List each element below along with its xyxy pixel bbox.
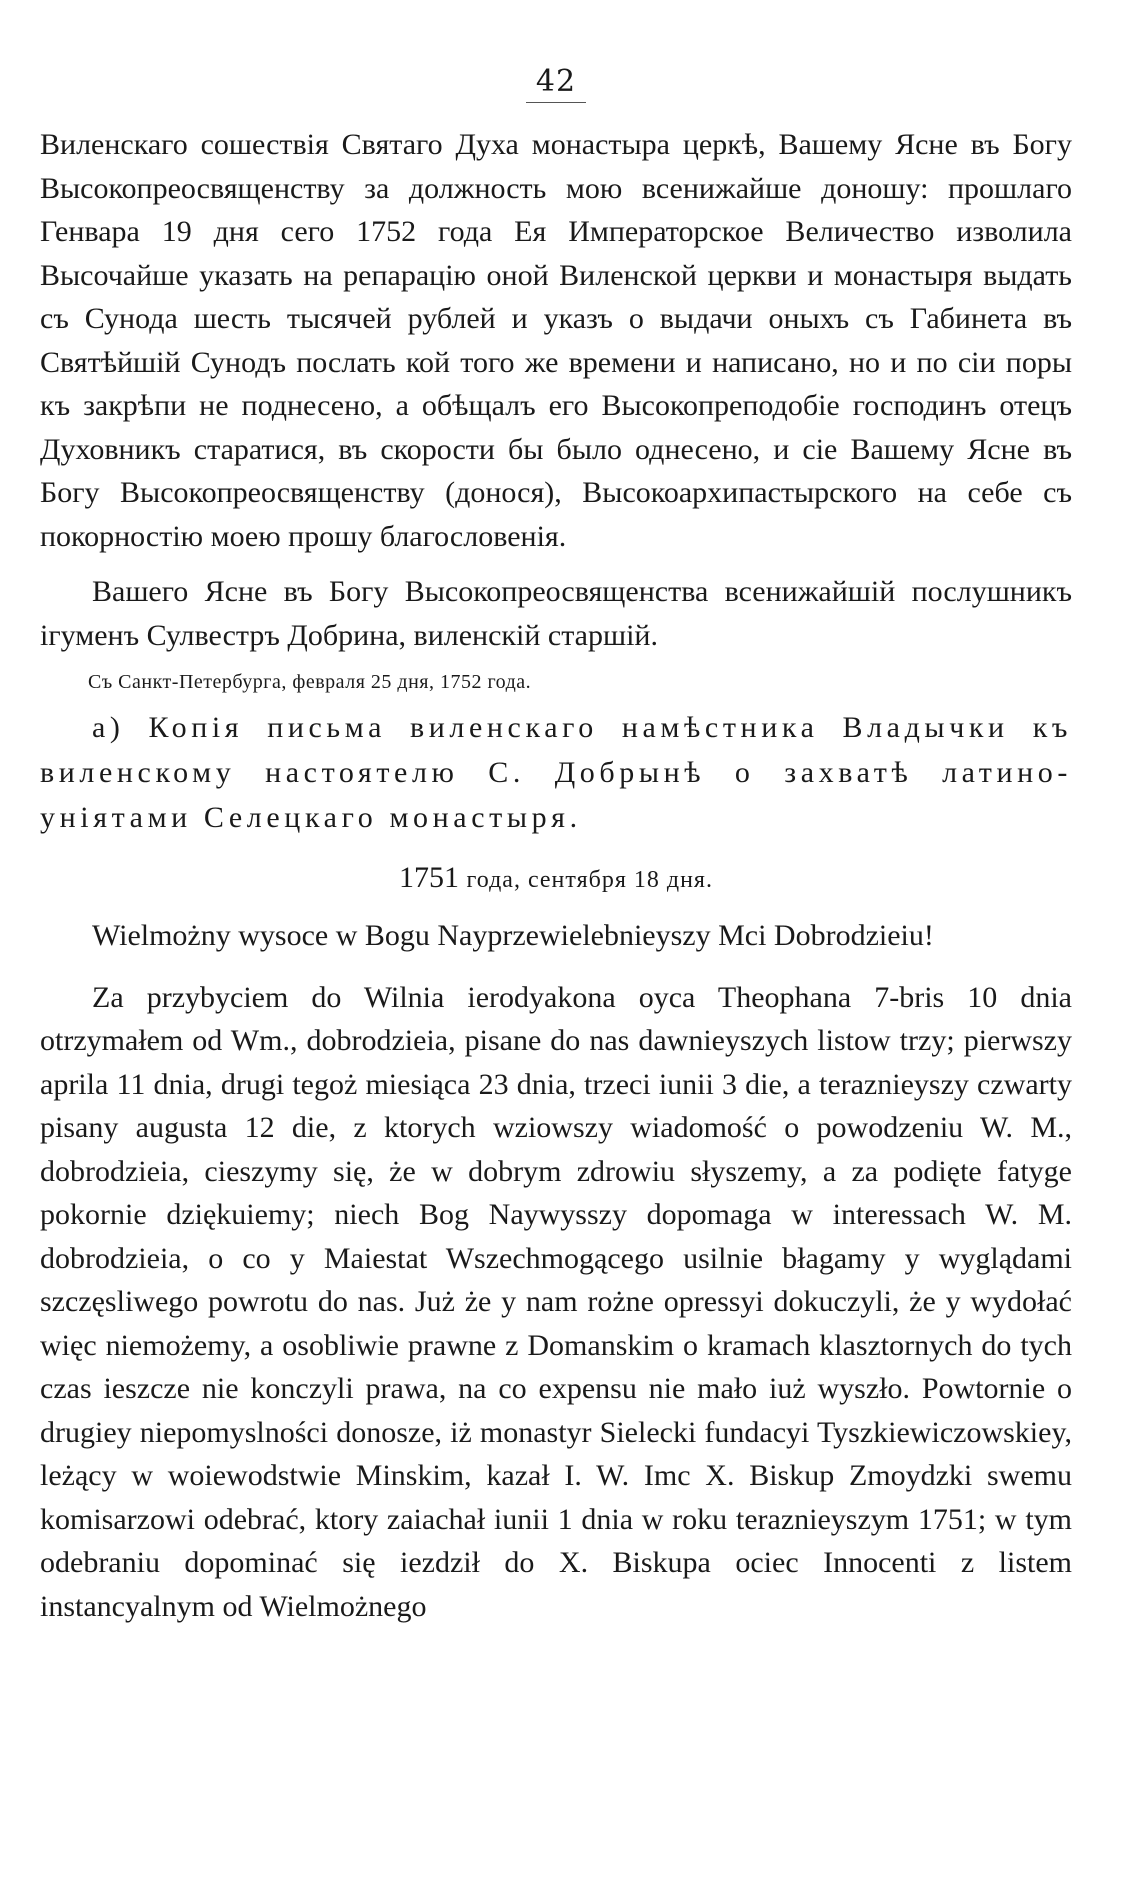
document-heading: а) Копія письма виленскаго намѣстника Владычки къ виленскому настоятелю С. Добрынѣ о захватѣ латино-уніятами Селецкаго монастыря. — [40, 711, 1072, 834]
year-date-text: года, сентября 18 дня. — [466, 867, 713, 893]
year-value: 1751 — [399, 861, 460, 894]
document-page — [40, 64, 1072, 1628]
dateline: Съ Санкт-Петербурга, февраля 25 дня, 1752 года. — [88, 671, 532, 693]
page-number: 42 — [40, 64, 1072, 103]
salutation: Wielmożny wysoce w Bogu Nayprzewielebnieyszy Mci Dobrodzieiu! — [92, 919, 934, 952]
letter-body: Za przybyciem do Wilnia ierodyakona oyca Theophana 7-bris 10 dnia otrzymałem od Wm., dobrodzieia, pisane do nas dawnieyszych listow trzy; pierwszy aprila 11 dnia, drugi tegoż miesiąca 23 dnia, trzeci iunii 3 die, a teraznieyszy czwarty pisany augusta 12 die, z ktorych wziowszy wiadomość o powodzeniu W. M., dobrodzieia, cieszymy się, że w dobrym zdrowiu słyszemy, a za podięte fatyge pokornie dziękuiemy; niech Bog Naywysszy dopomaga w interessach W. M. dobrodzieia, o co y Maiestat Wszechmogącego usilnie błagamy y wyglądami szczęsliwego powrotu do nas. Już że y nam rożne opressyi dokuczyli, że y wydołać więc niemożemy, a osobliwie prawne z Domanskim o kramach klasztornych do tych czas ieszcze nie konczyli prawa, na co expensu nie mało iuż wyszło. Powtornie o drugiey niepomyslności donosze, iż monastyr Sielecki fundacyi Tyszkiewiczowskiey, leżący w woiewodstwie Minskim, kazał I. W. Imc X. Biskup Zmoydzki swemu komisarzowi odebrać, ktory zaiachał iunii 1 dnia w roku teraznieyszym 1751; w tym odebraniu dopominać się iezdził do X. Biskupa ociec Innocenti z listem instancyalnym od Wielmożnego — [40, 980, 1072, 1623]
year-line — [40, 856, 1072, 902]
signature-paragraph: Вашего Ясне въ Богу Высокопреосвященства всенижайшій послушникъ ігуменъ Сулвестръ Добрина, виленскій старшій. — [40, 575, 1072, 652]
intro-paragraph: Виленскаго сошествія Святаго Духа монастыра церкѣ, Вашему Ясне въ Богу Высокопреосвященству за должность мою всенижайше доношу: прошлаго Генвара 19 дня сего 1752 года Ея Императорское Величество изволила Высочайше указать на репарацію оной Виленской церкви и монастыря выдать съ Сунода шесть тысячей рублей и указъ о выдачи оныхъ съ Габинета въ Святѣйшій Сунодъ послать кой того же времени и написано, но и по сіи поры къ закрѣпи не поднесено, а обѣщалъ его Высокопреподобіе господинъ отецъ Духовникъ старатися, въ скорости бы было однесено, и сіе Вашему Ясне въ Богу Высокопреосвященству (донося), Высокоархипастырского на себе съ покорностію моею прошу благословенія. — [40, 128, 1072, 553]
